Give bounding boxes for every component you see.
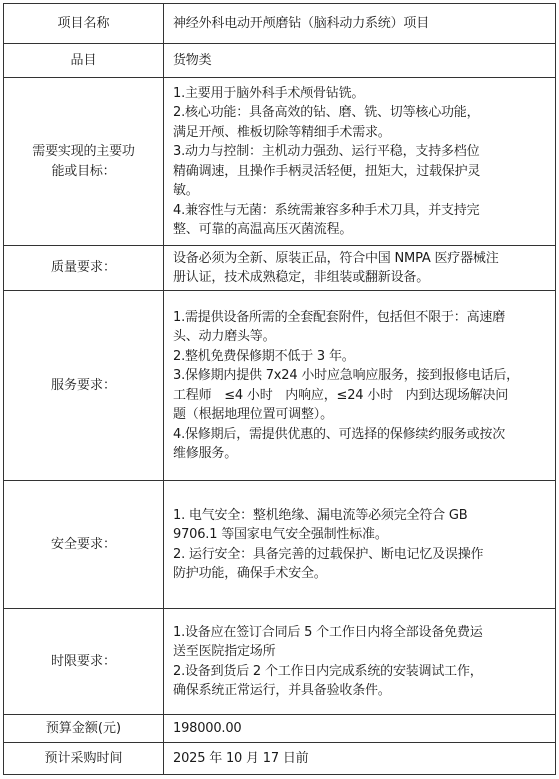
label-safety: 安全要求：: [4, 481, 164, 609]
label-quality: 质量要求：: [4, 246, 164, 291]
value-service: [164, 291, 556, 481]
table-row-functions: [4, 78, 556, 246]
procurement-requirements-table: [3, 3, 556, 776]
value-line: 2.设备到货后 2 个工作日内完成系统的安装调试工作，: [173, 663, 483, 679]
value-line: 1.主要用于脑外科手术颅骨钻铣。: [173, 85, 365, 101]
table-row-service: [4, 291, 556, 481]
value-line: 9706.1 等国家电气安全强制性标准。: [173, 527, 388, 542]
label-functions: [4, 78, 164, 246]
value-line: 防护功能，确保手术安全。: [173, 566, 327, 581]
value-functions: [164, 78, 556, 246]
value-quality: [164, 246, 556, 291]
value-line: 工程师 ≤4 小时 内响应，≤24 小时 内到达现场解决问: [173, 387, 509, 403]
value-line: 设备必须为全新、原装正品，符合中国 NMPA 医疗器械注: [173, 250, 499, 266]
value-line: 2.整机免费保修期不低于 3 年。: [173, 348, 355, 364]
table-row-safety: [4, 481, 556, 609]
value-time-limit: [164, 609, 556, 715]
value-line: 4.保修期后，需提供优惠的、可选择的保修续约服务或按次: [173, 426, 506, 442]
table-row-quality: [4, 246, 556, 291]
value-line: 198000.00: [173, 720, 242, 736]
value-line: 1.设备应在签订合同后 5 个工作日内将全部设备免费运: [173, 624, 483, 640]
table-row-project-name: [4, 4, 556, 44]
value-purchase-time: [164, 743, 556, 775]
value-line: 1. 电气安全：整机绝缘、漏电流等必须完全符合 GB: [173, 507, 468, 523]
table-row-budget: [4, 715, 556, 743]
value-line: 货物类: [173, 52, 212, 68]
label-line: 需要实现的主要功: [32, 144, 135, 159]
requirements-table: [3, 3, 556, 775]
label-project-name: 项目名称: [4, 4, 164, 44]
value-line: 敏。: [173, 183, 199, 198]
table-row-purchase-time: [4, 743, 556, 775]
value-line: 满足开颅、椎板切除等精细手术需求。: [173, 124, 391, 140]
value-safety: [164, 481, 556, 609]
table-row-time-limit: [4, 609, 556, 715]
value-budget: [164, 715, 556, 743]
value-line: 2025 年 10 月 17 日前: [173, 750, 309, 766]
value-line: 题（根据地理位置可调整）。: [173, 407, 333, 422]
label-service: 服务要求：: [4, 291, 164, 481]
value-line: 头、动力磨头等。: [173, 329, 276, 344]
label-purchase-time: 预计采购时间: [4, 743, 164, 775]
label-time-limit: 时限要求：: [4, 609, 164, 715]
value-line: 2.核心功能：具备高效的钻、磨、铣、切等核心功能，: [173, 105, 480, 120]
value-line: 3.保修期内提供 7x24 小时应急响应服务，接到报修电话后，: [173, 368, 519, 383]
value-line: 2. 运行安全：具备完善的过载保护、断电记忆及误操作: [173, 546, 484, 562]
table-row-category: [4, 44, 556, 78]
value-line: 1.需提供设备所需的全套配套附件，包括但不限于：高速磨: [173, 309, 506, 325]
value-line: 确保系统正常运行，并具备验收条件。: [173, 683, 391, 698]
value-line: 维修服务。: [173, 446, 238, 461]
label-line: 能或目标：: [51, 163, 116, 179]
value-line: 送至医院指定场所: [173, 644, 276, 659]
label-category: 品目: [4, 44, 164, 78]
value-line: 册认证，技术成熟稳定，非组装或翻新设备。: [173, 270, 430, 285]
value-line: 精确调速，且操作手柄灵活轻便，扭矩大，过载保护灵: [173, 163, 481, 179]
value-line: 3.动力与控制：主机动力强劲、运行平稳，支持多档位: [173, 144, 480, 159]
value-line: 神经外科电动开颅磨钻（脑科动力系统）项目: [173, 15, 430, 31]
value-line: 4.兼容性与无菌：系统需兼容多种手术刀具，并支持完: [173, 202, 480, 218]
value-line: 整、可靠的高温高压灭菌流程。: [173, 222, 353, 237]
value-project-name: [164, 4, 556, 44]
value-category: [164, 44, 556, 78]
label-budget: 预算金额(元): [4, 715, 164, 743]
